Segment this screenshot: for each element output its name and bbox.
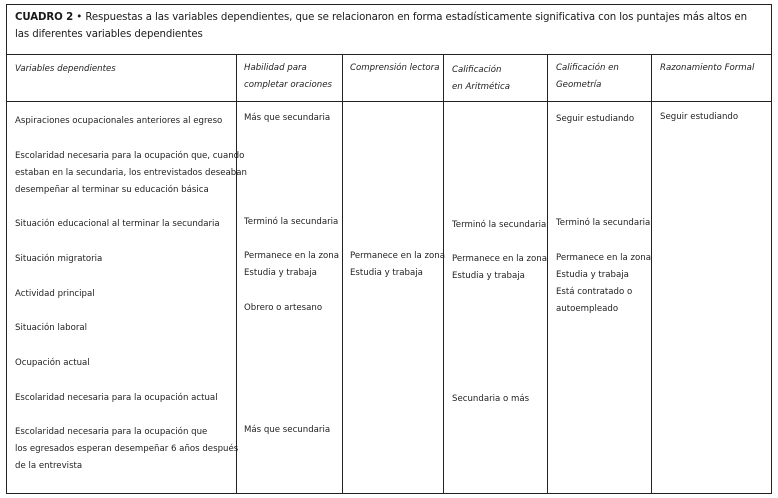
table-caption xyxy=(15,9,760,43)
aritmetica-cell xyxy=(452,251,547,285)
header-geometria-line1: Calificación en xyxy=(556,63,619,73)
variable-line: Escolaridad necesaria para la ocupación que, cuando xyxy=(15,151,245,161)
razonamiento-cell: Seguir estudiando xyxy=(660,112,739,122)
aritmetica-line: Permanece en la zona xyxy=(452,254,547,264)
variable-row xyxy=(15,148,247,199)
header-comprension: Comprensión lectora xyxy=(350,63,440,73)
header-geometria-line2: Geometría xyxy=(556,80,602,90)
column-divider xyxy=(342,54,343,493)
habilidad-line: Permanece en la zona xyxy=(244,251,339,261)
variable-line: desempeñar al terminar su educación básica xyxy=(15,185,209,195)
variable-line: Escolaridad necesaria para la ocupación que xyxy=(15,427,208,437)
geometria-line: autoempleado xyxy=(556,304,619,314)
header-habilidad-line2: completar oraciones xyxy=(244,80,333,90)
variable-line: los egresados esperan desempeñar 6 años después xyxy=(15,444,239,454)
header-habilidad xyxy=(244,60,332,94)
header-geometria xyxy=(556,60,619,94)
variable-row: Aspiraciones ocupacionales anteriores al egreso xyxy=(15,116,223,126)
geometria-line: Permanece en la zona xyxy=(556,253,651,263)
habilidad-cell xyxy=(244,248,339,282)
header-variables: Variables dependientes xyxy=(15,64,116,74)
caption-text: Respuestas a las variables dependientes, que se relacionaron en forma estadísticamente significativa con los puntajes más altos en las diferentes variables dependientes xyxy=(15,12,747,40)
header-aritmetica-line1: Calificación xyxy=(452,65,502,75)
aritmetica-cell: Secundaria o más xyxy=(452,394,530,404)
comprension-line: Estudia y trabaja xyxy=(350,268,423,278)
caption-divider xyxy=(7,54,771,55)
variable-row: Situación laboral xyxy=(15,323,88,333)
habilidad-cell: Más que secundaria xyxy=(244,425,331,435)
comprension-line: Permanece en la zona xyxy=(350,251,445,261)
aritmetica-line: Estudia y trabaja xyxy=(452,271,525,281)
geometria-cell: Terminó la secundaria xyxy=(556,218,651,228)
habilidad-cell: Obrero o artesano xyxy=(244,303,323,313)
geometria-line: Está contratado o xyxy=(556,287,633,297)
variable-row: Actividad principal xyxy=(15,289,95,299)
comprension-cell xyxy=(350,248,445,282)
variable-row: Situación migratoria xyxy=(15,254,103,264)
geometria-cell xyxy=(556,250,651,318)
column-divider xyxy=(651,54,652,493)
geometria-cell: Seguir estudiando xyxy=(556,114,635,124)
header-aritmetica xyxy=(452,62,510,96)
header-habilidad-line1: Habilidad para xyxy=(244,63,307,73)
aritmetica-cell: Terminó la secundaria xyxy=(452,220,547,230)
header-razonamiento: Razonamiento Formal xyxy=(660,63,755,73)
header-aritmetica-line2: en Aritmética xyxy=(452,82,511,92)
geometria-line: Estudia y trabaja xyxy=(556,270,629,280)
variable-row xyxy=(15,424,238,475)
variable-row: Ocupación actual xyxy=(15,358,90,368)
caption-bullet: • xyxy=(76,12,83,23)
results-table xyxy=(6,4,772,494)
habilidad-cell: Más que secundaria xyxy=(244,113,331,123)
habilidad-line: Estudia y trabaja xyxy=(244,268,317,278)
variable-row: Situación educacional al terminar la secundaria xyxy=(15,219,220,229)
column-divider xyxy=(547,54,548,493)
variable-row: Escolaridad necesaria para la ocupación actual xyxy=(15,393,218,403)
caption-label: CUADRO 2 xyxy=(15,12,74,23)
habilidad-cell: Terminó la secundaria xyxy=(244,217,339,227)
header-divider xyxy=(7,101,771,102)
variable-line: estaban en la secundaria, los entrevistados deseaban xyxy=(15,168,247,178)
variable-line: de la entrevista xyxy=(15,461,83,471)
